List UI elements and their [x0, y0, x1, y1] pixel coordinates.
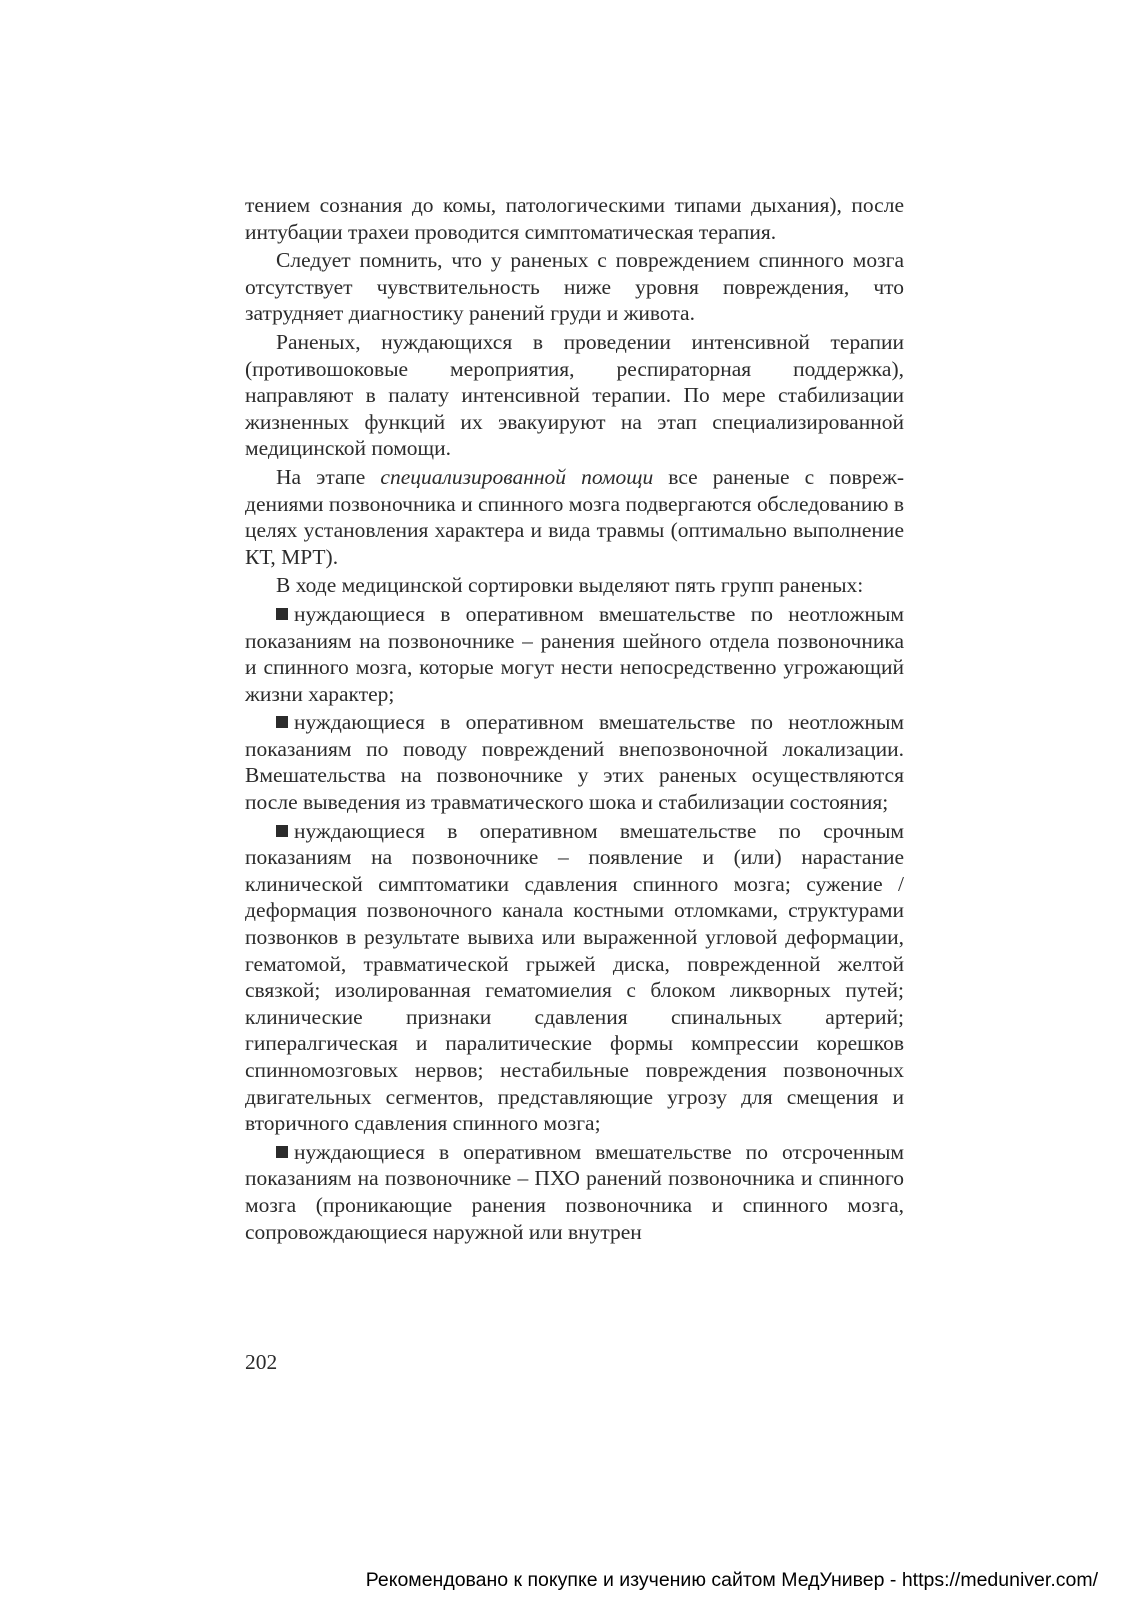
bullet-item-4-text: нуждающиеся в оперативном вмешательстве по отсроченным показаниям на позвоночнике – ПХО ранений позвоночника и спинного мозга (проникающие ранения позвоночника и спинного мозга, сопровождающиеся наружной или внутрен [245, 1139, 904, 1244]
square-bullet-icon [276, 825, 288, 837]
page-body [245, 192, 904, 1245]
bullet-item-1 [245, 601, 904, 707]
bullet-item-3-text: нуждающиеся в оперативном вмешательстве по срочным показаниям на позвоночнике – появление и (или) нарастание клинической симптоматики сдавления спинного мозга; сужение / деформация позвоночного канала костными отломками, структурами позвонков в результате вывиха или выраженной угловой деформации, гематомой, травматической грыжей диска, поврежденной желтой связкой; изолированная гематомиелия с блоком ликворных путей; клинические признаки сдавления спинальных артерий; гипералгическая и паралитические формы компрессии корешков спинномозговых нервов; нестабильные повреждения позвоночных двигательных сегментов, представляющие угрозу для смещения и вторичного сдавления спинного мозга; [245, 818, 904, 1136]
footer-recommendation-note: Рекомендовано к покупке и изучению сайтом МедУнивер - https://meduniver.com/ [365, 1569, 1098, 1591]
paragraph-1-text: Следует помнить, что у раненых с повреждением спинного мозга отсутствует чувствительность ниже уровня повреждения, что затрудняет диагностику ранений груди и живота. [245, 248, 904, 326]
square-bullet-icon [276, 1146, 288, 1158]
paragraph-0-text: тением сознания до комы, патологическими типами дыхания), после интубации трахеи проводится симптоматическая терапия. [245, 193, 904, 244]
bullet-item-1-text: нуждающиеся в оперативном вмешательстве по неотложным показаниям на позвоночнике – ранения шейного отдела позвоночника и спинного мозга, которые могут нести непосредственно угрожающий жизни характер; [245, 601, 904, 706]
paragraph-4 [245, 572, 904, 599]
bullet-item-3 [245, 818, 904, 1137]
square-bullet-icon [276, 608, 288, 620]
paragraph-2-text: Раненых, нуждающихся в проведении интенсивной терапии (противошоковые мероприятия, респираторная поддержка), направляют в палату интенсивной терапии. По мере стабилизации жизненных функций их эвакуируют на этап специализированной медицинской помощи. [245, 329, 904, 461]
paragraph-0 [245, 192, 904, 245]
paragraph-2 [245, 329, 904, 462]
paragraph-3-text-start: На этапе [276, 464, 381, 489]
bullet-item-2 [245, 709, 904, 815]
bullet-item-4 [245, 1139, 904, 1245]
paragraph-3 [245, 464, 904, 570]
paragraph-3-italic-term: специализированной помощи [380, 464, 654, 489]
bullet-item-2-text: нуждающиеся в оперативном вмешательстве по неотложным показаниям по поводу повреждений внепозвоночной локализации. Вмешательства на позвоночнике у этих раненых осуществляются после выведения из травматического шока и стабилизации состояния; [245, 710, 904, 815]
square-bullet-icon [276, 716, 288, 728]
paragraph-1 [245, 247, 904, 327]
page-number: 202 [245, 1350, 278, 1374]
paragraph-4-text: В ходе медицинской сортировки выделяют пять групп раненых: [276, 573, 864, 598]
paragraph-3-text-end: все раненые с повреждениями позвоночника и спинного мозга подвергаются обследованию в целях установления характера и вида травмы (оптимально выполнение КТ, МРТ). [245, 464, 904, 569]
